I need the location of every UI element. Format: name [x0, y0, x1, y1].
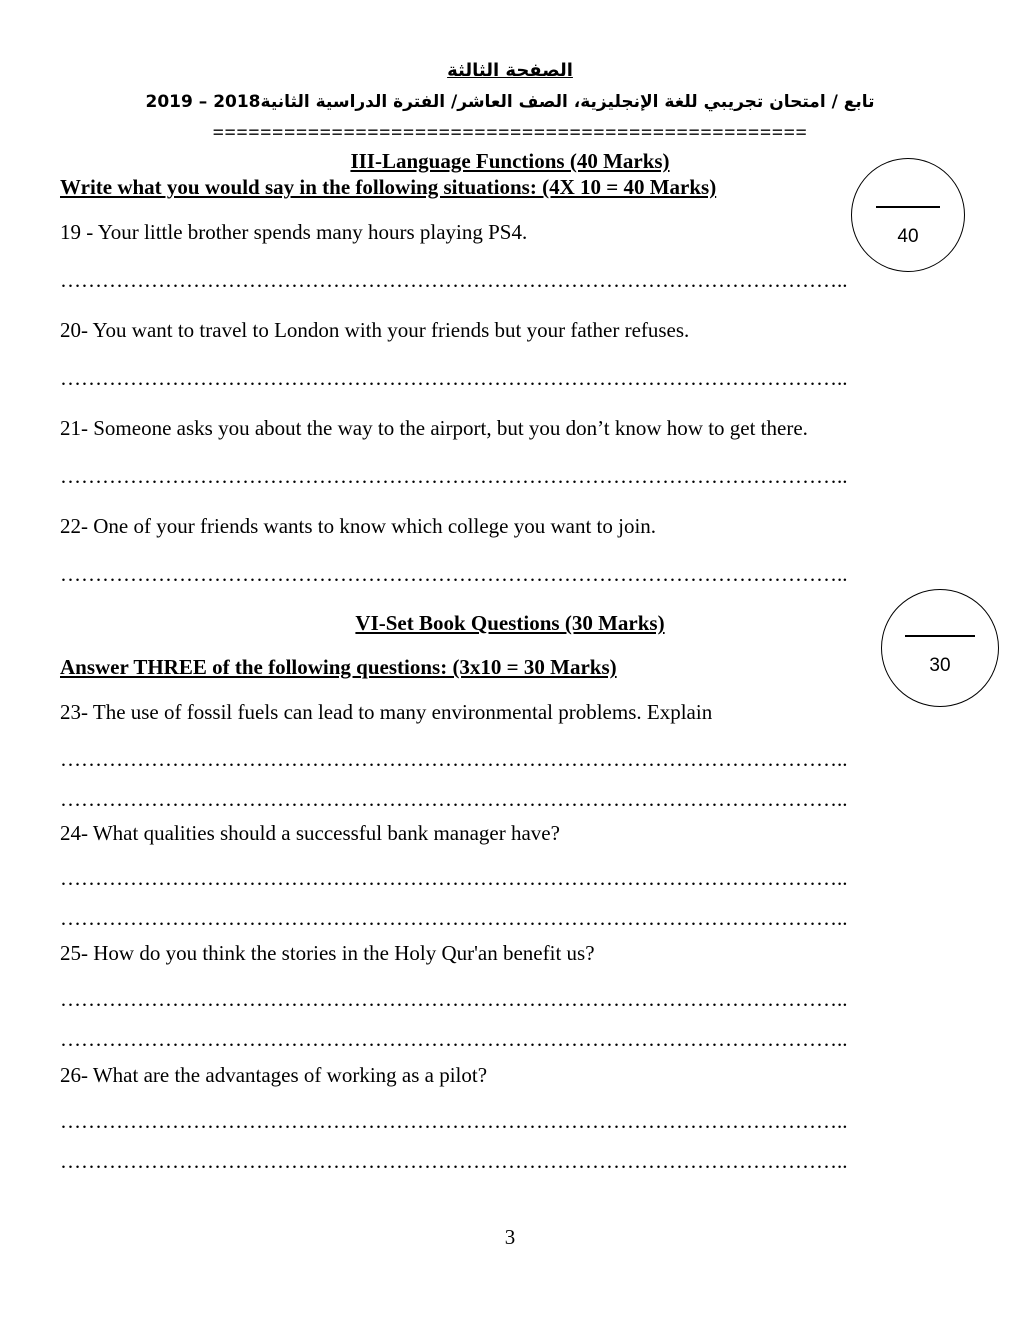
- answer-line[interactable]: …………………………………………………………………………………………………..: [60, 866, 848, 890]
- section4-instruction: Answer THREE of the following questions: (3x10 = 30 Marks): [60, 655, 617, 679]
- score-fraction-bar: [905, 635, 975, 637]
- page-label: الصفحة الثالثة: [447, 60, 573, 81]
- question-26: 26- What are the advantages of working as a pilot?: [60, 1063, 488, 1087]
- section3-instruction: Write what you would say in the following situations: (4X 10 = 40 Marks): [60, 175, 717, 199]
- answer-line[interactable]: …………………………………………………………………………………………………..: [60, 562, 848, 586]
- section4-title: VI-Set Book Questions (30 Marks): [355, 611, 665, 635]
- score-circle-section3: [851, 158, 965, 272]
- answer-line[interactable]: …………………………………………………………………………………………………..: [60, 1109, 848, 1133]
- section3-title: III-Language Functions (40 Marks): [350, 149, 670, 173]
- question-25: 25- How do you think the stories in the Holy Qur'an benefit us?: [60, 941, 595, 965]
- answer-line[interactable]: …………………………………………………………………………………………………..: [60, 747, 848, 771]
- question-24: 24- What qualities should a successful bank manager have?: [60, 821, 560, 845]
- answer-line[interactable]: …………………………………………………………………………………………………..: [60, 787, 848, 811]
- question-21: 21- Someone asks you about the way to the airport, but you don’t know how to get there.: [60, 416, 808, 440]
- question-20: 20- You want to travel to London with your friends but your father refuses.: [60, 318, 690, 342]
- answer-line[interactable]: …………………………………………………………………………………………………..: [60, 906, 848, 930]
- score-circle-section4: [881, 589, 999, 707]
- score-fraction-bar: [876, 206, 940, 208]
- question-19: 19 - Your little brother spends many hours playing PS4.: [60, 220, 528, 244]
- answer-line[interactable]: …………………………………………………………………………………………………..: [60, 268, 848, 292]
- score-total: 30: [929, 655, 951, 676]
- question-23: 23- The use of fossil fuels can lead to many environmental problems. Explain: [60, 700, 713, 724]
- answer-line[interactable]: …………………………………………………………………………………………………..: [60, 1149, 848, 1173]
- answer-line[interactable]: …………………………………………………………………………………………………..: [60, 1027, 848, 1051]
- answer-line[interactable]: …………………………………………………………………………………………………..: [60, 464, 848, 488]
- answer-line[interactable]: …………………………………………………………………………………………………..: [60, 366, 848, 390]
- score-total: 40: [897, 226, 919, 247]
- question-22: 22- One of your friends wants to know which college you want to join.: [60, 514, 657, 538]
- answer-line[interactable]: …………………………………………………………………………………………………..: [60, 987, 848, 1011]
- separator-line: ==================================================: [212, 122, 808, 144]
- exam-subtitle: تابع / امتحان تجريبي للغة الإنجليزية، الصف العاشر/ الفترة الدراسية الثانية2018 – 2019: [145, 92, 875, 112]
- page-number: 3: [504, 1225, 516, 1249]
